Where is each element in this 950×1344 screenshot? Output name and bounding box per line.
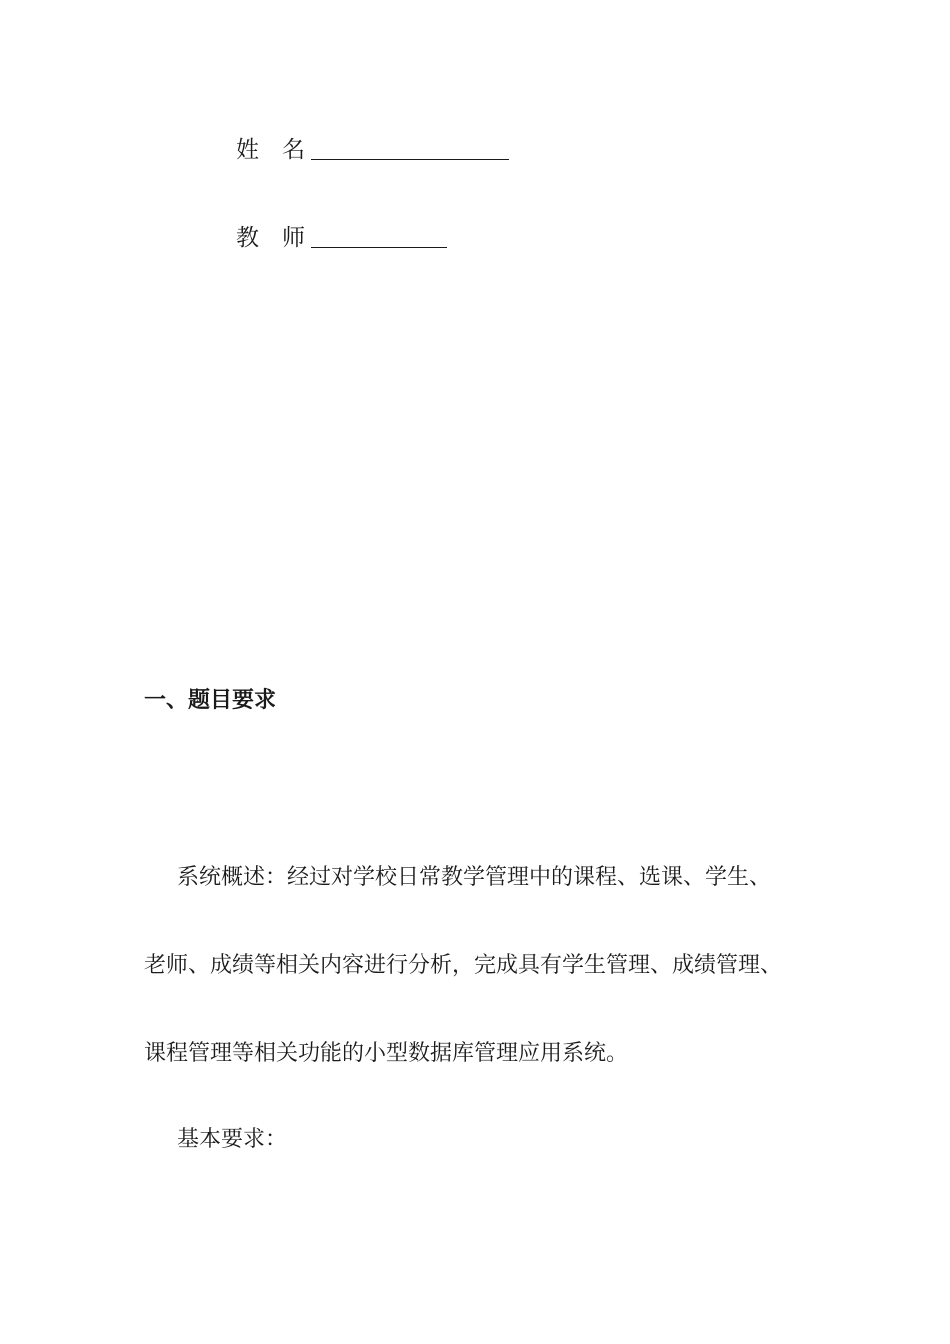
overview-line: 老师、成绩等相关内容进行分析，完成具有学生管理、成绩管理、	[144, 953, 783, 978]
name-field-row	[236, 135, 509, 165]
teacher-field-row	[236, 223, 447, 253]
name-blank-line	[311, 159, 509, 160]
overview-line: 系统概述：经过对学校日常教学管理中的课程、选课、学生、	[177, 865, 772, 890]
teacher-label: 教 师	[236, 225, 305, 251]
name-label: 姓 名	[236, 137, 305, 163]
overview-paragraph	[144, 834, 834, 1098]
section-heading: 一、题目要求	[144, 688, 277, 713]
basic-requirements-paragraph	[144, 1096, 834, 1184]
basic-requirements-line: 基本要求：	[177, 1127, 288, 1152]
teacher-blank-line	[311, 247, 447, 248]
overview-line: 课程管理等相关功能的小型数据库管理应用系统。	[144, 1041, 629, 1066]
